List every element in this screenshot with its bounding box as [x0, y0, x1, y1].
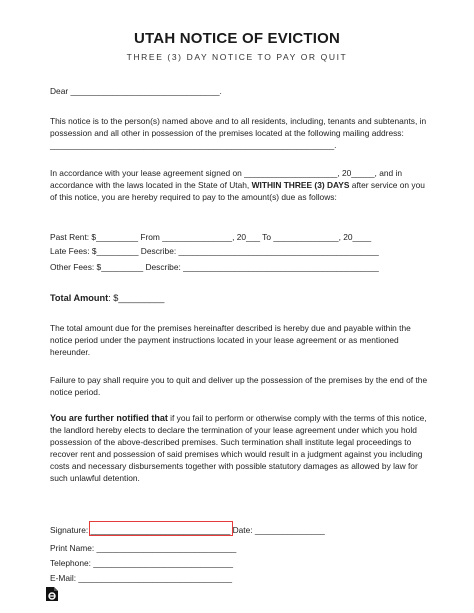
termination-paragraph — [50, 412, 430, 485]
lease-paragraph-start: In accordance with your lease agreement signed on ____________________, 20_____, and in accordance with the laws located in the State of Utah, — [50, 168, 405, 191]
total-amount-value: : $_________ — [108, 293, 165, 303]
failure-paragraph: Failure to pay shall require you to quit and deliver up the possession of the premises by the end of the notice period. — [50, 375, 430, 398]
eforms-logo-icon — [45, 586, 59, 602]
other-fees-line: Other Fees: $_________ Describe: __________________________________________ — [50, 262, 379, 272]
email-line: E-Mail: _________________________________ — [50, 573, 233, 583]
signature-line: Signature: ______________________________ Date: _______________ — [50, 525, 325, 535]
document-title: UTAH NOTICE OF EVICTION — [134, 30, 340, 47]
three-days-emphasis: WITHIN THREE (3) DAYS — [251, 180, 350, 191]
lease-paragraph — [50, 167, 430, 203]
signature-field[interactable] — [89, 521, 233, 536]
document-subtitle: THREE (3) DAY NOTICE TO PAY OR QUIT — [126, 52, 348, 62]
total-amount-label: Total Amount — [50, 293, 109, 303]
further-notified-emphasis: You are further notified that — [50, 413, 168, 423]
late-fees-line: Late Fees: $_________ Describe: ___________________________________________ — [50, 246, 379, 256]
total-amount-line — [50, 293, 164, 303]
past-rent-line: Past Rent: $_________ From _______________, 20___ To ______________, 20____ — [50, 232, 372, 242]
amount-due-paragraph: The total amount due for the premises hereinafter described is hereby due and payable within the notice period under the payment instructions located in your lease agreement or as mentioned hereunder. — [50, 323, 414, 358]
lease-paragraph-end: after service on you of this notice, you are hereby required to pay to the amount(s) due as follows: — [50, 180, 428, 203]
telephone-line: Telephone: ______________________________ — [50, 558, 234, 568]
termination-paragraph-body: if you fail to perform or otherwise comply with the terms of this notice, the landlord hereby elects to declare the termination of your lease agreement under which you hold possession of the above-described premises. Such termination shall institute legal proceedings to recover rent and possession of said premises which would result in a judgment against you including costs and necessary disbursements together with possible statutory damages as allowed by law for such unlawful detention. — [50, 413, 429, 484]
dear-line: Dear ________________________________. — [50, 86, 222, 96]
intro-paragraph: This notice is to the person(s) named above and to all residents, including, tenants and subtenants, in possession and all other in possession of the premises located at the following mailing address: _____________________________________________________________. — [50, 116, 429, 151]
print-name-line: Print Name: ______________________________ — [50, 543, 237, 553]
